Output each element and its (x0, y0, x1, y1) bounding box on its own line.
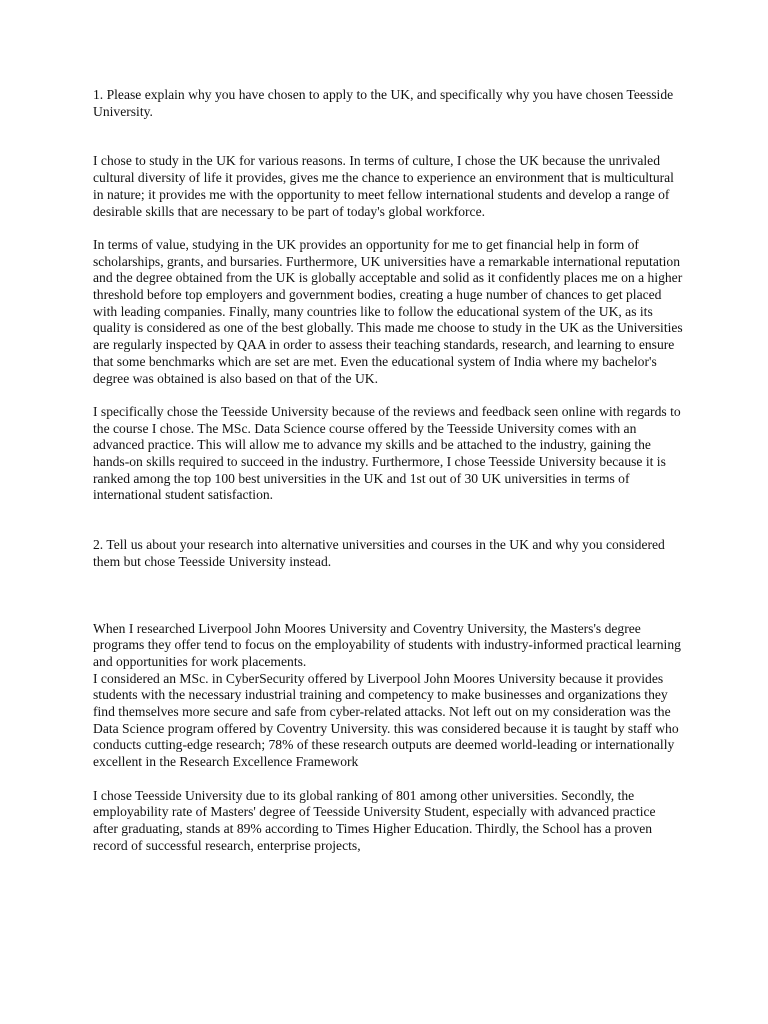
question-1: 1. Please explain why you have chosen to apply to the UK, and specifically why you have chosen Teesside University. (93, 87, 674, 119)
answer-2-paragraph-3: I chose Teesside University due to its global ranking of 801 among other universities. Secondly, the employability rate of Masters' degree of Teesside University Student, especially with advanced practice after graduating, stands at 89% according to Times Higher Education. Thirdly, the School has a proven record of successful research, enterprise projects, (93, 787, 656, 853)
answer-2-paragraph-1: When I researched Liverpool John Moores University and Coventry University, the Masters's degree programs they offer tend to focus on the employability of students with industry-informed practical learning and opportunities for work placements. (93, 620, 681, 669)
document-body (93, 87, 683, 854)
answer-1-paragraph-2: In terms of value, studying in the UK provides an opportunity for me to get financial help in form of scholarships, grants, and bursaries. Furthermore, UK universities have a remarkable international reputation and the degree obtained from the UK is globally acceptable and solid as it confidently places me on a higher threshold before top employers and government bodies, creating a huge number of chances to get placed with leading companies. Finally, many countries like to follow the educational system of the UK, as its quality is considered as one of the best globally. This made me choose to study in the UK as the Universities are regularly inspected by QAA in order to assess their teaching standards, research, and learning to ensure that some benchmarks which are set are met. Even the educational system of India where my bachelor's degree was obtained is also based on that of the UK. (93, 236, 683, 386)
answer-1-paragraph-1: I chose to study in the UK for various reasons. In terms of culture, I chose the UK because the unrivaled cultural diversity of life it provides, gives me the chance to experience an environment that is multicultural in nature; it provides me with the opportunity to meet fellow international students and develop a range of desirable skills that are necessary to be part of today's global workforce. (93, 153, 674, 219)
question-2: 2. Tell us about your research into alternative universities and courses in the UK and why you considered them but chose Teesside University instead. (93, 537, 665, 569)
answer-2-paragraph-2: I considered an MSc. in CyberSecurity offered by Liverpool John Moores University because it provides students with the necessary industrial training and competency to make businesses and organizations they find themselves more secure and safe from cyber-related attacks. Not left out on my consideration was the Data Science program offered by Coventry University. this was considered because it is taught by staff who conducts cutting-edge research; 78% of these research outputs are deemed world-leading or internationally excellent in the Research Excellence Framework (93, 670, 679, 770)
answer-1-paragraph-3: I specifically chose the Teesside University because of the reviews and feedback seen online with regards to the course I chose. The MSc. Data Science course offered by the Teesside University comes with an advanced practice. This will allow me to advance my skills and be attached to the industry, gaining the hands-on skills required to succeed in the industry. Furthermore, I chose Teesside University because it is ranked among the top 100 best universities in the UK and 1st out of 30 UK universities in terms of international student satisfaction. (93, 403, 681, 503)
